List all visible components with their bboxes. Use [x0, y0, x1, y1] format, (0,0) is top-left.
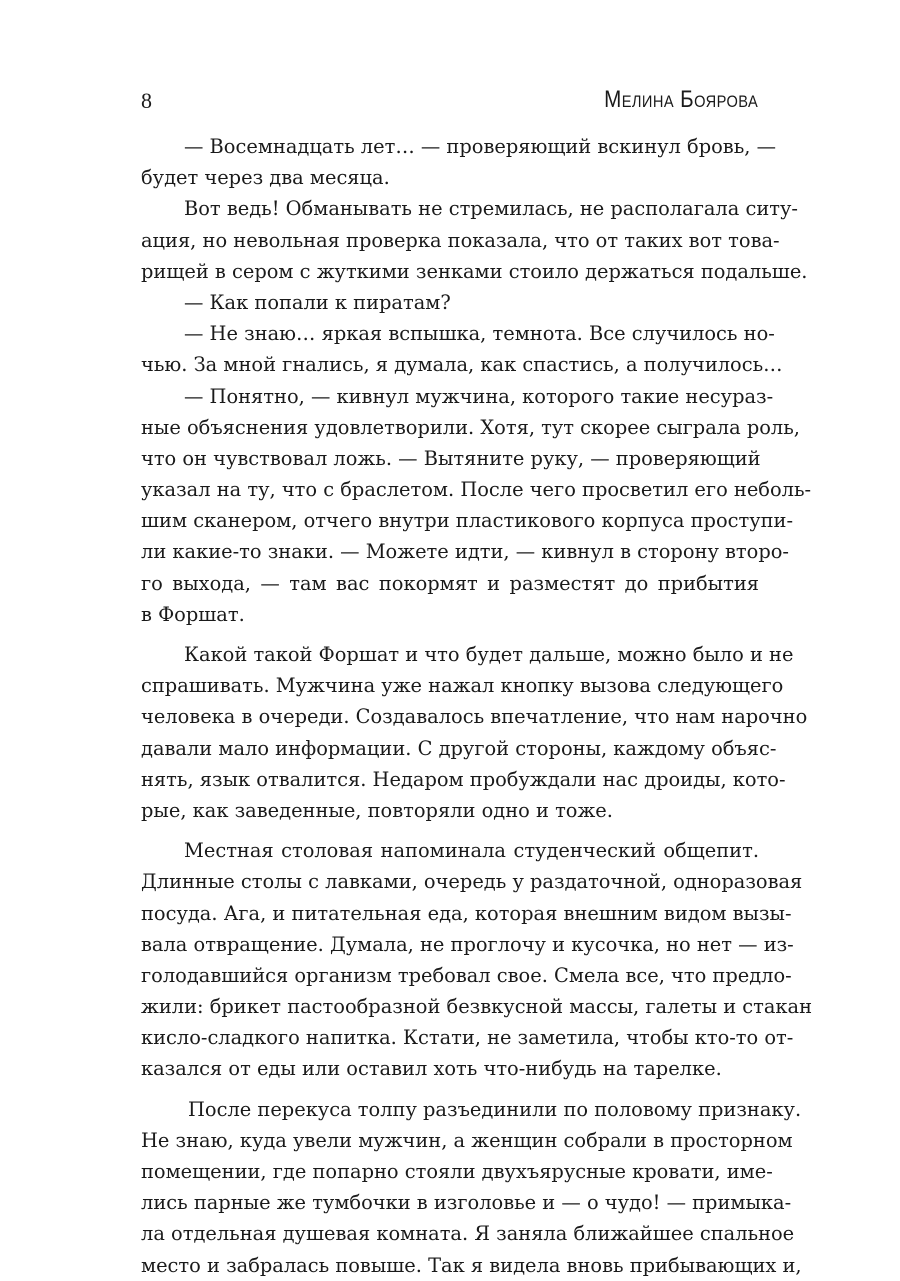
text-line: Длинные столы с лавками, очередь у раздаточной, одноразовая: [141, 870, 803, 894]
page-number: 8: [141, 88, 152, 113]
text-line: спрашивать. Мужчина уже нажал кнопку вызова следующего: [141, 674, 784, 698]
text-line: рые, как заведенные, повторяли одно и тоже.: [141, 798, 613, 822]
text-line: лись парные же тумбочки в изголовье и — о чудо! — примыка-: [141, 1191, 792, 1215]
running-head-author: Мелина Боярова: [603, 86, 758, 113]
text-line: помещении, где попарно стояли двухъярусные кровати, име-: [141, 1160, 773, 1183]
text-line: ла отдельная душевая комната. Я заняла ближайшее спальное: [141, 1222, 795, 1246]
text-line: ные объяснения удовлетворили. Хотя, тут скорее сыграла роль,: [141, 415, 800, 439]
text-line: Местная столовая напоминала студенческий общепит.: [184, 839, 759, 863]
text-line: жили: брикет пастообразной безвкусной массы, галеты и стакан: [141, 995, 813, 1019]
text-line: ация, но невольная проверка показала, что от таких вот това-: [141, 228, 780, 252]
text-line: ли какие-то знаки. — Можете идти, — кивнул в сторону второ-: [141, 540, 789, 564]
text-line: в Форшат.: [141, 602, 245, 626]
text-line: — Не знаю… яркая вспышка, темнота. Все случилось но-: [184, 322, 775, 346]
text-line: кисло-сладкого напитка. Кстати, не заметила, чтобы кто-то от-: [141, 1026, 794, 1050]
text-line: нять, язык отвалится. Недаром пробуждали нас дроиды, кото-: [141, 767, 786, 791]
text-line: будет через два месяца.: [141, 166, 390, 190]
text-line: человека в очереди. Создавалось впечатление, что нам нарочно: [141, 705, 808, 729]
text-line: Не знаю, куда увели мужчин, а женщин собрали в просторном: [141, 1128, 793, 1152]
text-line: го выхода, — там вас покормят и разместят до прибытия: [141, 571, 759, 595]
body-text: [141, 131, 813, 1281]
text-line: вала отвращение. Думала, не проглочу и кусочка, но нет — из-: [141, 932, 794, 956]
text-line: казался от еды или оставил хоть что-нибудь на тарелке.: [141, 1057, 722, 1081]
text-line: голодавшийся организм требовал свое. Смела все, что предло-: [141, 963, 792, 987]
text-line: — Как попали к пиратам?: [184, 290, 451, 314]
text-line: рищей в сером с жуткими зенками стоило держаться подальше.: [141, 259, 808, 283]
text-line: чью. За мной гнались, я думала, как спастись, а получилось…: [141, 353, 783, 377]
text-line: что он чувствовал ложь. — Вытяните руку, — проверяющий: [141, 446, 761, 470]
text-line: посуда. Ага, и питательная еда, которая внешним видом вызы-: [141, 901, 792, 925]
text-line: место и забралась повыше. Так я видела вновь прибывающих и,: [141, 1253, 802, 1277]
text-line: — Понятно, — кивнул мужчина, которого такие несураз-: [184, 384, 774, 408]
text-line: Вот ведь! Обманывать не стремилась, не располагала ситу-: [184, 197, 798, 221]
text-line: После перекуса толпу разъединили по половому признаку.: [188, 1097, 802, 1121]
text-line: давали мало информации. С другой стороны, каждому объяс-: [141, 736, 777, 760]
text-line: шим сканером, отчего внутри пластикового корпуса проступи-: [141, 509, 794, 533]
text-line: указал на ту, что с браслетом. После чего просветил его неболь-: [141, 478, 812, 502]
text-line: Какой такой Форшат и что будет дальше, можно было и не: [184, 643, 794, 666]
text-line: — Восемнадцать лет… — проверяющий вскинул бровь, —: [184, 135, 776, 158]
